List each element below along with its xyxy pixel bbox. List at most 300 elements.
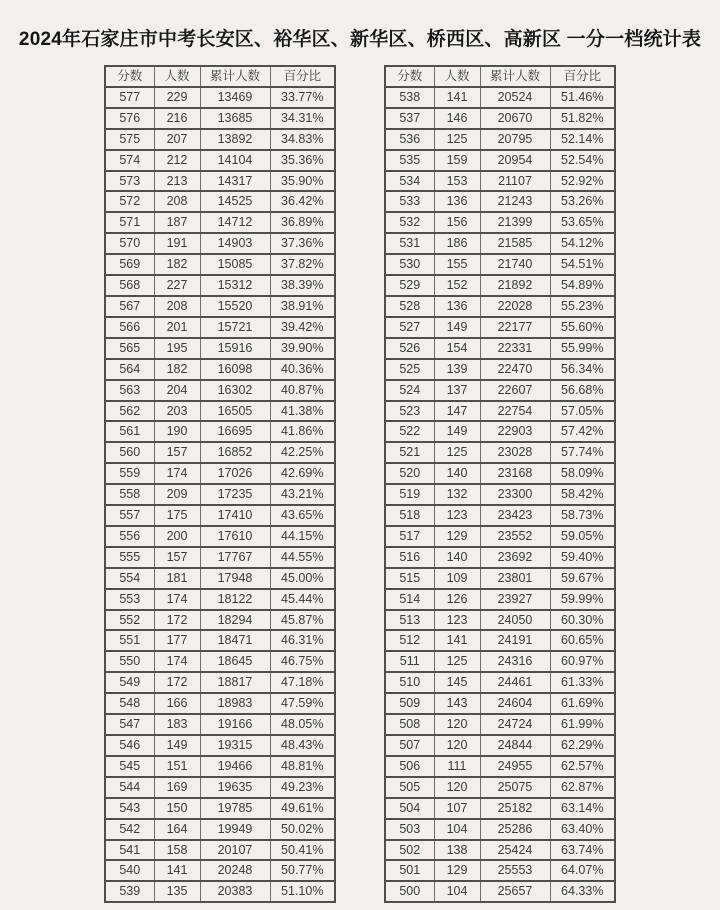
cell-cumulative: 25424 [480, 840, 550, 861]
cell-score: 551 [105, 630, 154, 651]
table-row [105, 881, 335, 902]
column-header: 百分比 [270, 66, 335, 87]
table-row [385, 777, 615, 798]
table-row [385, 150, 615, 171]
table-row [385, 610, 615, 631]
cell-percent: 50.41% [270, 840, 335, 861]
cell-score: 558 [105, 484, 154, 505]
cell-score: 526 [385, 338, 434, 359]
cell-count: 208 [154, 296, 200, 317]
cell-percent: 56.34% [550, 359, 615, 380]
table-row [105, 777, 335, 798]
cell-score: 539 [105, 881, 154, 902]
cell-count: 145 [434, 672, 480, 693]
table-row [105, 505, 335, 526]
cell-cumulative: 19949 [200, 819, 270, 840]
table-row [105, 819, 335, 840]
table-row [105, 526, 335, 547]
table-row [105, 630, 335, 651]
cell-cumulative: 23423 [480, 505, 550, 526]
cell-count: 151 [154, 756, 200, 777]
cell-count: 159 [434, 150, 480, 171]
table-row [385, 589, 615, 610]
cell-percent: 38.39% [270, 275, 335, 296]
cell-percent: 43.21% [270, 484, 335, 505]
table-row [105, 589, 335, 610]
cell-cumulative: 19315 [200, 735, 270, 756]
table-row [385, 191, 615, 212]
table-row [105, 171, 335, 192]
cell-score: 516 [385, 547, 434, 568]
cell-count: 129 [434, 526, 480, 547]
cell-percent: 51.10% [270, 881, 335, 902]
cell-percent: 36.42% [270, 191, 335, 212]
cell-count: 120 [434, 777, 480, 798]
cell-count: 140 [434, 547, 480, 568]
cell-count: 172 [154, 610, 200, 631]
table-row [105, 317, 335, 338]
cell-count: 123 [434, 505, 480, 526]
cell-count: 149 [434, 317, 480, 338]
cell-cumulative: 23300 [480, 484, 550, 505]
cell-cumulative: 24316 [480, 651, 550, 672]
cell-cumulative: 14317 [200, 171, 270, 192]
table-row [105, 756, 335, 777]
cell-count: 201 [154, 317, 200, 338]
cell-count: 195 [154, 338, 200, 359]
table-row [385, 108, 615, 129]
cell-count: 149 [434, 421, 480, 442]
table-row [385, 484, 615, 505]
table-row [385, 317, 615, 338]
table-row [385, 547, 615, 568]
cell-count: 187 [154, 212, 200, 233]
cell-count: 182 [154, 254, 200, 275]
cell-count: 213 [154, 171, 200, 192]
cell-cumulative: 20248 [200, 860, 270, 881]
cell-score: 522 [385, 421, 434, 442]
cell-score: 569 [105, 254, 154, 275]
cell-percent: 64.07% [550, 860, 615, 881]
cell-percent: 35.36% [270, 150, 335, 171]
cell-count: 125 [434, 129, 480, 150]
table-row [105, 233, 335, 254]
cell-score: 520 [385, 463, 434, 484]
cell-cumulative: 17610 [200, 526, 270, 547]
cell-percent: 57.74% [550, 442, 615, 463]
table-row [105, 463, 335, 484]
cell-score: 554 [105, 568, 154, 589]
cell-count: 212 [154, 150, 200, 171]
cell-cumulative: 20383 [200, 881, 270, 902]
table-row [385, 254, 615, 275]
cell-count: 146 [434, 108, 480, 129]
cell-cumulative: 18471 [200, 630, 270, 651]
table-row [105, 484, 335, 505]
cell-cumulative: 20795 [480, 129, 550, 150]
table-row [105, 254, 335, 275]
cell-cumulative: 23028 [480, 442, 550, 463]
cell-count: 209 [154, 484, 200, 505]
column-header: 人数 [154, 66, 200, 87]
cell-cumulative: 25286 [480, 819, 550, 840]
cell-score: 571 [105, 212, 154, 233]
table-row [105, 359, 335, 380]
cell-cumulative: 18122 [200, 589, 270, 610]
cell-count: 157 [154, 547, 200, 568]
cell-count: 229 [154, 87, 200, 108]
cell-count: 207 [154, 129, 200, 150]
cell-score: 553 [105, 589, 154, 610]
table-row [105, 191, 335, 212]
cell-cumulative: 14525 [200, 191, 270, 212]
cell-cumulative: 25182 [480, 798, 550, 819]
cell-count: 120 [434, 714, 480, 735]
cell-percent: 60.30% [550, 610, 615, 631]
cell-count: 204 [154, 380, 200, 401]
table-row [385, 380, 615, 401]
cell-percent: 34.31% [270, 108, 335, 129]
cell-score: 575 [105, 129, 154, 150]
cell-percent: 39.42% [270, 317, 335, 338]
cell-score: 506 [385, 756, 434, 777]
cell-percent: 59.99% [550, 589, 615, 610]
cell-cumulative: 24604 [480, 693, 550, 714]
cell-count: 174 [154, 651, 200, 672]
cell-cumulative: 24461 [480, 672, 550, 693]
table-row [105, 693, 335, 714]
cell-count: 227 [154, 275, 200, 296]
cell-cumulative: 23168 [480, 463, 550, 484]
cell-percent: 48.43% [270, 735, 335, 756]
cell-score: 500 [385, 881, 434, 902]
cell-score: 559 [105, 463, 154, 484]
page-title: 2024年石家庄市中考长安区、裕华区、新华区、桥西区、高新区 一分一档统计表 [18, 29, 702, 50]
table-row [105, 442, 335, 463]
cell-cumulative: 18817 [200, 672, 270, 693]
cell-count: 150 [154, 798, 200, 819]
cell-score: 519 [385, 484, 434, 505]
cell-percent: 41.38% [270, 401, 335, 422]
cell-score: 572 [105, 191, 154, 212]
table-row [105, 651, 335, 672]
cell-percent: 48.81% [270, 756, 335, 777]
cell-cumulative: 16852 [200, 442, 270, 463]
cell-cumulative: 24844 [480, 735, 550, 756]
cell-cumulative: 13685 [200, 108, 270, 129]
cell-count: 125 [434, 442, 480, 463]
cell-count: 174 [154, 463, 200, 484]
cell-percent: 62.87% [550, 777, 615, 798]
cell-percent: 44.15% [270, 526, 335, 547]
cell-percent: 49.23% [270, 777, 335, 798]
cell-cumulative: 24050 [480, 610, 550, 631]
cell-count: 154 [434, 338, 480, 359]
cell-cumulative: 15721 [200, 317, 270, 338]
cell-count: 156 [434, 212, 480, 233]
cell-cumulative: 15085 [200, 254, 270, 275]
cell-cumulative: 20524 [480, 87, 550, 108]
cell-score: 518 [385, 505, 434, 526]
cell-cumulative: 21107 [480, 171, 550, 192]
cell-percent: 63.74% [550, 840, 615, 861]
cell-count: 175 [154, 505, 200, 526]
table-row [105, 714, 335, 735]
cell-score: 545 [105, 756, 154, 777]
cell-score: 574 [105, 150, 154, 171]
table-row [385, 442, 615, 463]
cell-cumulative: 25657 [480, 881, 550, 902]
cell-percent: 51.82% [550, 108, 615, 129]
table-row [385, 171, 615, 192]
cell-percent: 41.86% [270, 421, 335, 442]
cell-percent: 61.33% [550, 672, 615, 693]
table-row [385, 798, 615, 819]
cell-score: 508 [385, 714, 434, 735]
cell-count: 141 [434, 630, 480, 651]
cell-score: 507 [385, 735, 434, 756]
cell-count: 152 [434, 275, 480, 296]
table-row [105, 87, 335, 108]
cell-cumulative: 16695 [200, 421, 270, 442]
cell-count: 216 [154, 108, 200, 129]
cell-cumulative: 25553 [480, 860, 550, 881]
cell-count: 158 [154, 840, 200, 861]
cell-count: 208 [154, 191, 200, 212]
cell-percent: 45.44% [270, 589, 335, 610]
cell-percent: 51.46% [550, 87, 615, 108]
cell-score: 573 [105, 171, 154, 192]
cell-score: 510 [385, 672, 434, 693]
cell-percent: 38.91% [270, 296, 335, 317]
cell-percent: 40.36% [270, 359, 335, 380]
cell-percent: 53.26% [550, 191, 615, 212]
cell-percent: 55.23% [550, 296, 615, 317]
cell-percent: 55.99% [550, 338, 615, 359]
cell-score: 521 [385, 442, 434, 463]
cell-score: 529 [385, 275, 434, 296]
cell-percent: 45.00% [270, 568, 335, 589]
table-row [385, 693, 615, 714]
cell-cumulative: 21243 [480, 191, 550, 212]
cell-percent: 47.59% [270, 693, 335, 714]
table-row [105, 860, 335, 881]
cell-score: 533 [385, 191, 434, 212]
cell-score: 568 [105, 275, 154, 296]
cell-cumulative: 21740 [480, 254, 550, 275]
cell-score: 549 [105, 672, 154, 693]
cell-count: 125 [434, 651, 480, 672]
cell-cumulative: 19635 [200, 777, 270, 798]
table-row [385, 672, 615, 693]
cell-percent: 58.42% [550, 484, 615, 505]
table-row [105, 672, 335, 693]
table-row [105, 296, 335, 317]
table-row [385, 401, 615, 422]
table-row [385, 568, 615, 589]
cell-cumulative: 24191 [480, 630, 550, 651]
column-header: 分数 [105, 66, 154, 87]
table-row [385, 840, 615, 861]
cell-count: 182 [154, 359, 200, 380]
table-row [385, 881, 615, 902]
cell-score: 513 [385, 610, 434, 631]
cell-cumulative: 24724 [480, 714, 550, 735]
cell-score: 509 [385, 693, 434, 714]
cell-cumulative: 20670 [480, 108, 550, 129]
cell-percent: 39.90% [270, 338, 335, 359]
cell-cumulative: 22331 [480, 338, 550, 359]
cell-count: 191 [154, 233, 200, 254]
table-row [105, 108, 335, 129]
cell-percent: 34.83% [270, 129, 335, 150]
cell-count: 190 [154, 421, 200, 442]
cell-count: 141 [154, 860, 200, 881]
cell-score: 540 [105, 860, 154, 881]
cell-score: 512 [385, 630, 434, 651]
cell-count: 123 [434, 610, 480, 631]
cell-score: 503 [385, 819, 434, 840]
cell-count: 157 [154, 442, 200, 463]
cell-cumulative: 23927 [480, 589, 550, 610]
cell-count: 153 [434, 171, 480, 192]
cell-cumulative: 24955 [480, 756, 550, 777]
cell-cumulative: 13469 [200, 87, 270, 108]
cell-cumulative: 16505 [200, 401, 270, 422]
cell-percent: 62.57% [550, 756, 615, 777]
cell-count: 104 [434, 819, 480, 840]
cell-count: 138 [434, 840, 480, 861]
column-header: 百分比 [550, 66, 615, 87]
cell-percent: 33.77% [270, 87, 335, 108]
table-row [105, 380, 335, 401]
cell-cumulative: 17767 [200, 547, 270, 568]
cell-count: 143 [434, 693, 480, 714]
cell-cumulative: 19785 [200, 798, 270, 819]
table-row [385, 714, 615, 735]
cell-cumulative: 20954 [480, 150, 550, 171]
table-row [105, 129, 335, 150]
cell-cumulative: 17948 [200, 568, 270, 589]
cell-percent: 63.40% [550, 819, 615, 840]
cell-cumulative: 19466 [200, 756, 270, 777]
table-row [105, 568, 335, 589]
cell-cumulative: 18983 [200, 693, 270, 714]
column-header: 分数 [385, 66, 434, 87]
cell-count: 174 [154, 589, 200, 610]
cell-percent: 50.02% [270, 819, 335, 840]
cell-percent: 40.87% [270, 380, 335, 401]
table-row [385, 735, 615, 756]
cell-cumulative: 14104 [200, 150, 270, 171]
cell-count: 135 [154, 881, 200, 902]
cell-score: 562 [105, 401, 154, 422]
cell-score: 537 [385, 108, 434, 129]
cell-cumulative: 22903 [480, 421, 550, 442]
cell-score: 555 [105, 547, 154, 568]
cell-cumulative: 16302 [200, 380, 270, 401]
cell-percent: 42.69% [270, 463, 335, 484]
cell-count: 139 [434, 359, 480, 380]
cell-cumulative: 19166 [200, 714, 270, 735]
cell-count: 140 [434, 463, 480, 484]
cell-percent: 61.99% [550, 714, 615, 735]
cell-count: 111 [434, 756, 480, 777]
cell-percent: 36.89% [270, 212, 335, 233]
cell-score: 504 [385, 798, 434, 819]
table-row [105, 421, 335, 442]
cell-cumulative: 14903 [200, 233, 270, 254]
table-row [385, 212, 615, 233]
cell-score: 502 [385, 840, 434, 861]
table-row [385, 129, 615, 150]
table-row [385, 463, 615, 484]
cell-score: 550 [105, 651, 154, 672]
cell-cumulative: 22177 [480, 317, 550, 338]
cell-score: 563 [105, 380, 154, 401]
table-row [385, 421, 615, 442]
table-row [105, 840, 335, 861]
cell-count: 136 [434, 296, 480, 317]
table-row [385, 87, 615, 108]
cell-percent: 42.25% [270, 442, 335, 463]
cell-count: 164 [154, 819, 200, 840]
cell-percent: 64.33% [550, 881, 615, 902]
cell-score: 556 [105, 526, 154, 547]
cell-percent: 54.51% [550, 254, 615, 275]
cell-score: 534 [385, 171, 434, 192]
cell-count: 132 [434, 484, 480, 505]
cell-cumulative: 23801 [480, 568, 550, 589]
cell-count: 104 [434, 881, 480, 902]
cell-cumulative: 14712 [200, 212, 270, 233]
cell-score: 566 [105, 317, 154, 338]
cell-count: 181 [154, 568, 200, 589]
cell-cumulative: 17026 [200, 463, 270, 484]
cell-percent: 50.77% [270, 860, 335, 881]
cell-count: 155 [434, 254, 480, 275]
cell-count: 172 [154, 672, 200, 693]
cell-percent: 49.61% [270, 798, 335, 819]
cell-cumulative: 18645 [200, 651, 270, 672]
cell-cumulative: 23552 [480, 526, 550, 547]
table-row [385, 651, 615, 672]
cell-score: 557 [105, 505, 154, 526]
cell-score: 577 [105, 87, 154, 108]
table-row [385, 338, 615, 359]
column-header: 累计人数 [480, 66, 550, 87]
cell-cumulative: 15520 [200, 296, 270, 317]
table-row [105, 401, 335, 422]
cell-percent: 46.75% [270, 651, 335, 672]
cell-score: 567 [105, 296, 154, 317]
cell-percent: 58.73% [550, 505, 615, 526]
table-row [385, 296, 615, 317]
cell-score: 570 [105, 233, 154, 254]
cell-cumulative: 22754 [480, 401, 550, 422]
cell-cumulative: 18294 [200, 610, 270, 631]
cell-count: 177 [154, 630, 200, 651]
cell-percent: 54.89% [550, 275, 615, 296]
table-row [105, 610, 335, 631]
cell-cumulative: 20107 [200, 840, 270, 861]
cell-score: 543 [105, 798, 154, 819]
cell-score: 511 [385, 651, 434, 672]
cell-score: 538 [385, 87, 434, 108]
cell-percent: 37.82% [270, 254, 335, 275]
cell-percent: 59.67% [550, 568, 615, 589]
cell-count: 141 [434, 87, 480, 108]
